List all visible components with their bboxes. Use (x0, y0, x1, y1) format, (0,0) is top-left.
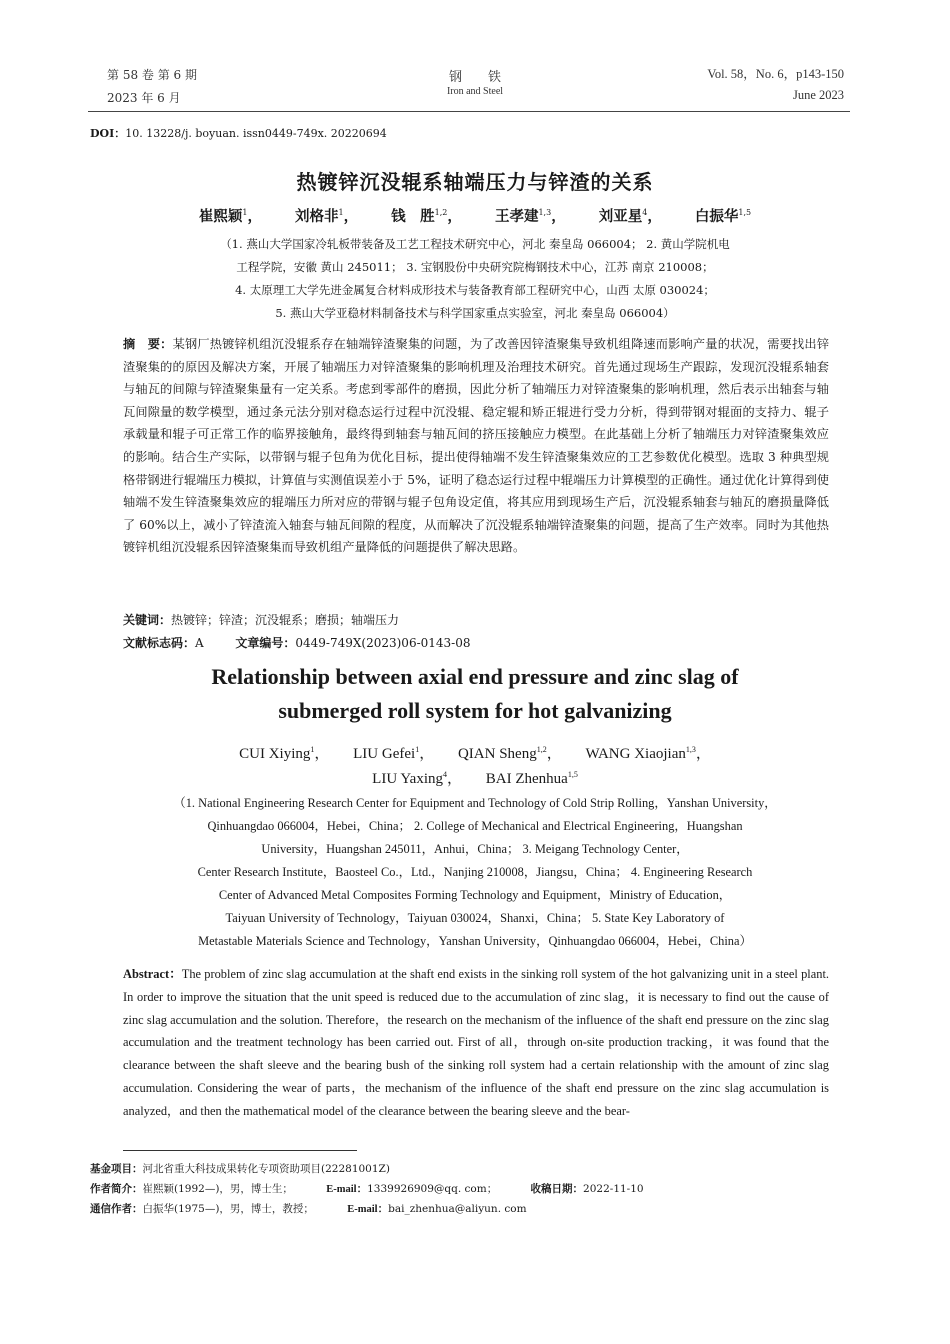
en-author: LIU Yaxing$^4$， (372, 770, 463, 787)
author-info-label: 作者简介： (90, 1183, 143, 1195)
en-authors-line1 (0, 742, 950, 763)
keywords-text: 热镀锌；锌渣；沉没辊系；磨损；轴端压力 (171, 613, 400, 627)
received-date: 2022-11-10 (583, 1183, 644, 1195)
corr-label: 通信作者： (90, 1203, 143, 1215)
footnote-author (90, 1181, 674, 1196)
fund-label: 基金项目： (90, 1163, 143, 1175)
en-author: WANG Xiaojian$^{1,3}$， (585, 745, 711, 762)
doi (90, 125, 387, 141)
cn-abstract-label: 摘 要： (123, 337, 173, 351)
en-affiliation-line: Taiyuan University of Technology，Taiyuan 030024，Shanxi，China； 5. State Key Laboratory of (225, 911, 725, 925)
article-number-value: 0449-749X(2023)06-0143-08 (295, 636, 471, 650)
en-affiliation-line: （1. National Engineering Research Center for Equipment and Technology of Cold Strip Rolling，Yanshan University， (173, 796, 777, 810)
en-author: LIU Gefei$^1$， (353, 745, 435, 762)
en-title-line: submerged roll system for hot galvanizing (278, 698, 672, 723)
en-affiliation-line: University，Huangshan 245011，Anhui，China； 3. Meigang Technology Center， (261, 842, 689, 856)
keywords-label: 关键词： (123, 613, 172, 627)
corr-email-label: E-mail： (347, 1204, 389, 1215)
doc-code-value: A (195, 636, 204, 650)
en-affiliation-line: Center Research Institute，Baosteel Co.，Ltd.，Nanjing 210008，Jiangsu，China； 4. Engineering Research (197, 865, 753, 879)
doi-label: DOI： (90, 127, 126, 140)
en-title-line: Relationship between axial end pressure and zinc slag of (211, 664, 739, 689)
footnote-corresponding (90, 1201, 557, 1216)
corr-text: 白振华(1975—)，男，博士，教授； (142, 1203, 314, 1215)
fund-text: 河北省重大科技成果转化专项资助项目(22281001Z) (142, 1163, 390, 1175)
header-date-en: June 2023 (792, 88, 844, 102)
en-authors-line2 (0, 767, 950, 788)
email-value[interactable]: 1339926909@qq. com； (367, 1183, 498, 1195)
header-rule (88, 111, 850, 112)
en-author: CUI Xiying$^1$， (239, 745, 330, 762)
header-journal-cn: 钢 铁 (448, 70, 501, 85)
en-affiliation-line: Center of Advanced Metal Composites Forming Technology and Equipment，Ministry of Education， (218, 888, 732, 902)
classification (123, 634, 829, 651)
en-title (0, 660, 950, 728)
cn-author: 白振华$^{1,5}$ (694, 208, 752, 225)
author-info-text: 崔熙颖(1992—)，男，博士生； (142, 1183, 293, 1195)
cn-keywords (123, 611, 829, 628)
en-affiliation-line: Metastable Materials Science and Technology，Yanshan University，Qinhuangdao 066004，Hebei，China） (198, 934, 752, 948)
cn-abstract (123, 333, 829, 559)
doc-code-label: 文献标志码： (123, 636, 196, 650)
header-volume-cn: 第 58 卷 第 6 期 (107, 68, 197, 82)
en-abstract-text: The problem of zinc slag accumulation at the shaft end exists in the sinking roll system of the hot galvanizing unit in a steel plant. In order to improve the situation that the unit speed is reduced due to the accumulation of zinc slag，it is necessary to find out the cause of zinc slag accumulation and the solution. Therefore，the research on the mechanism of the influence of the shaft end pressure on the zinc slag accumulation and the treatment technology has been carried out. First of all，through on-site production tracking，it was found that the clearance between the shaft sleeve and the bearing bush of the sinking roll system had a certain relationship with the amount of zinc slag accumulation. Considering the wear of parts，the mechanism of the influence of the shaft end pressure on the zinc slag accumulation is analyzed，and then the mathematical model of the clearance between the bearing sleeve and the bear- (123, 967, 829, 1118)
cn-affiliations (150, 233, 800, 325)
cn-affiliation-line: 5. 燕山大学亚稳材料制备技术与科学国家重点实验室，河北 秦皇岛 066004） (275, 306, 675, 320)
cn-authors (0, 205, 950, 226)
en-author: QIAN Sheng$^{1,2}$， (457, 745, 562, 762)
corr-email-value[interactable]: bai_zhenhua@aliyun. com (388, 1203, 527, 1215)
cn-affiliation-line: 工程学院，安徽 黄山 245011； 3. 宝钢股份中央研究院梅钢技术中心，江苏 南京 210008； (236, 260, 714, 274)
cn-affiliation-line: （1. 燕山大学国家冷轧板带装备及工艺工程技术研究中心，河北 秦皇岛 066004； 2. 黄山学院机电 (220, 237, 730, 251)
cn-author: 刘亚星$^4$， (598, 208, 662, 225)
en-abstract (123, 963, 829, 1123)
doi-value[interactable]: 10. 13228/j. boyuan. issn0449-749x. 20220694 (125, 127, 387, 140)
footnote-fund (90, 1161, 420, 1176)
email-label: E-mail： (326, 1184, 368, 1195)
cn-abstract-text: 某钢厂热镀锌机组沉没辊系存在轴端锌渣聚集的问题，为了改善因锌渣聚集导致机组降速而影响产量的状况，需要找出锌渣聚集的的原因及解决方案，开展了轴端压力对锌渣聚集的影响机理及治理技术研究。首先通过现场生产跟踪，发现沉没辊系轴套与轴瓦的间隙与锌渣聚集量有一定关系。考虑到零部件的磨损，因此分析了轴端压力对锌渣聚集的影响机理，然后表示出轴套与轴瓦间隙量的数学模型，通过条元法分别对稳态运行过程中沉没辊、稳定辊和矫正辊进行受力分析，得到带钢对辊面的支持力、辊子承载量和辊子可正常工作的临界接触角，最终得到轴套与轴瓦间的挤压接触应力模型。在此基础上分析了轴端压力对锌渣聚集效应的影响。结合生产实际，以带钢与辊子包角为优化目标，提出使得轴端不发生锌渣聚集效应的工艺参数优化模型。选取 3 种典型规格带钢进行辊端压力模拟，计算值与实测值误差小于 5%，证明了稳态运行过程中辊端压力计算模型的正确性。通过优化计算得到使轴端不发生锌渣聚集效应的辊端压力所对应的带钢与辊子包角设定值，将其应用到现场生产后，沉没辊系轴套与轴瓦的磨损量降低了 60%以上，减小了锌渣流入轴套与轴瓦间隙的程度，从而解决了沉没辊系轴端锌渣聚集的问题，提高了生产效率。同时为其他热镀锌机组沉没辊系因锌渣聚集而导致机组产量降低的问题提供了解决思路。 (123, 337, 830, 555)
cn-author: 王孝建$^{1,3}$， (494, 208, 566, 225)
article-number-label: 文章编号： (235, 636, 296, 650)
footnote-rule (123, 1150, 357, 1151)
cn-affiliation-line: 4. 太原理工大学先进金属复合材料成形技术与装备教育部工程研究中心，山西 太原 030024； (235, 283, 715, 297)
received-label: 收稿日期： (530, 1183, 584, 1195)
cn-author: 钱 胜$^{1,2}$， (391, 208, 462, 225)
header-date-cn: 2023 年 6 月 (107, 91, 181, 105)
en-abstract-label: Abstract： (123, 967, 182, 981)
en-affiliations (135, 792, 815, 953)
cn-title: 热镀锌沉没辊系轴端压力与锌渣的关系 (296, 170, 654, 194)
en-author: BAI Zhenhua$^{1,5}$ (485, 770, 578, 787)
header-journal-en: Iron and Steel (446, 86, 504, 97)
en-affiliation-line: Qinhuangdao 066004，Hebei，China； 2. College of Mechanical and Electrical Engineering，Huangshan (207, 819, 743, 833)
cn-author: 崔熙颖$^1$， (198, 208, 262, 225)
cn-author: 刘格非$^1$， (295, 208, 359, 225)
header-volume-en: Vol. 58，No. 6，p143-150 (707, 67, 844, 81)
